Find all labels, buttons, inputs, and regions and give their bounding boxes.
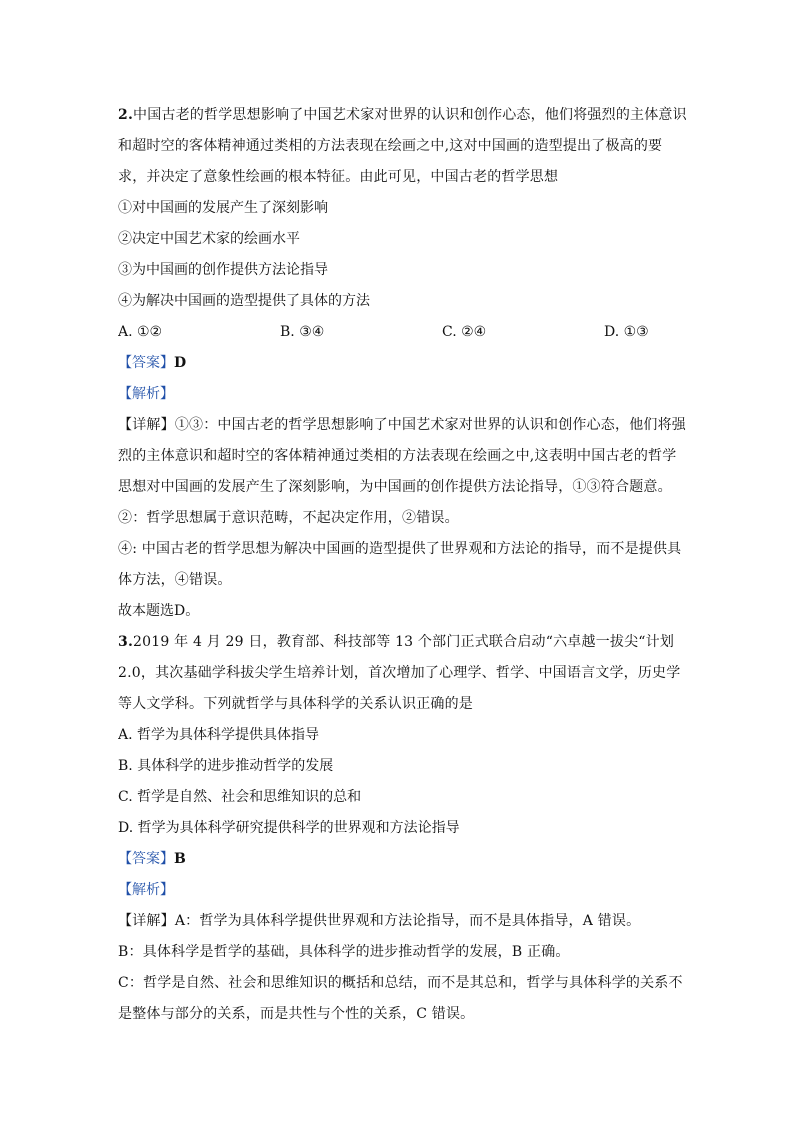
detail-tag: 【详解】 (118, 913, 175, 929)
conclusion-line: 故本题选D。 (118, 603, 200, 619)
answer-tag: 【答案】 (118, 355, 174, 371)
detail-paragraph: ②：哲学思想属于意识范畴，不起决定作用，②错误。 (118, 510, 459, 526)
analysis-tag: 【解析】 (118, 882, 174, 898)
option-a: A. 哲学为具体科学提供具体指导 (118, 727, 320, 743)
question-number: 2. (118, 107, 134, 123)
detail-paragraph (118, 906, 688, 937)
statement-item: ①对中国画的发展产生了深刻影响 (118, 200, 328, 216)
answer-line (118, 844, 688, 875)
question-text: 中国古老的哲学思想影响了中国艺术家对世界的认识和创作心态，他们将强烈的主体意识和超时空的客体精神通过类相的方法表现在绘画之中,这对中国画的造型提出了极高的要求，并决定了意象性绘画的根本特征。由此可见，中国古老的哲学思想 (118, 107, 687, 185)
detail-text: ①③：中国古老的哲学思想影响了中国艺术家对世界的认识和创作心态，他们将强烈的主体意识和超时空的客体精神通过类相的方法表现在绘画之中,这表明中国古老的哲学思想对中国画的发展产生了深刻影响，为中国画的创作提供方法论指导，①③符合题意。 (118, 417, 687, 495)
analysis-heading (118, 875, 688, 906)
question-number: 3. (118, 634, 134, 650)
question-2-stem (118, 100, 688, 193)
statement-item: ③为中国画的创作提供方法论指导 (118, 262, 328, 278)
option-a: A. ①② (118, 324, 163, 340)
statement-item: ④为解决中国画的造型提供了具体的方法 (118, 293, 370, 309)
option-b: B. 具体科学的进步推动哲学的发展 (118, 758, 334, 774)
detail-text: A：哲学为具体科学提供世界观和方法论指导，而不是具体指导，A 错误。 (174, 913, 641, 929)
option-row (118, 317, 688, 348)
document-content (118, 100, 688, 1030)
question-3-stem (118, 627, 688, 720)
option-d: D. ①③ (604, 324, 649, 340)
answer-tag: 【答案】 (118, 851, 174, 867)
detail-tag: 【详解】 (118, 417, 175, 433)
option-b: B. ③④ (280, 324, 325, 340)
detail-paragraph: C：哲学是自然、社会和思维知识的概括和总结，而不是其总和，哲学与具体科学的关系不是整体与部分的关系，而是共性与个性的关系，C 错误。 (118, 975, 683, 1022)
answer-line (118, 348, 688, 379)
detail-paragraph (118, 410, 688, 503)
detail-paragraph: B：具体科学是哲学的基础，具体科学的进步推动哲学的发展，B 正确。 (118, 944, 570, 960)
answer-value: B (174, 851, 186, 867)
option-d: D. 哲学为具体科学研究提供科学的世界观和方法论指导 (118, 820, 460, 836)
question-text: 2019 年 4 月 29 日，教育部、科技部等 13 个部门正式联合启动“六卓越一拔尖“计划 2.0，其次基础学科拔尖学生培养计划，首次增加了心理学、哲学、中国语言文学，历史学等人文学科。下列就哲学与具体科学的关系认识正确的是 (118, 634, 681, 712)
analysis-tag: 【解析】 (118, 386, 174, 402)
detail-paragraph: ④: 中国古老的哲学思想为解决中国画的造型提供了世界观和方法论的指导，而不是提供具体方法，④错误。 (118, 541, 682, 588)
statement-item: ②决定中国艺术家的绘画水平 (118, 231, 300, 247)
answer-value: D (174, 355, 187, 371)
option-c: C. 哲学是自然、社会和思维知识的总和 (118, 789, 362, 805)
analysis-heading (118, 379, 688, 410)
option-c: C. ②④ (442, 324, 487, 340)
